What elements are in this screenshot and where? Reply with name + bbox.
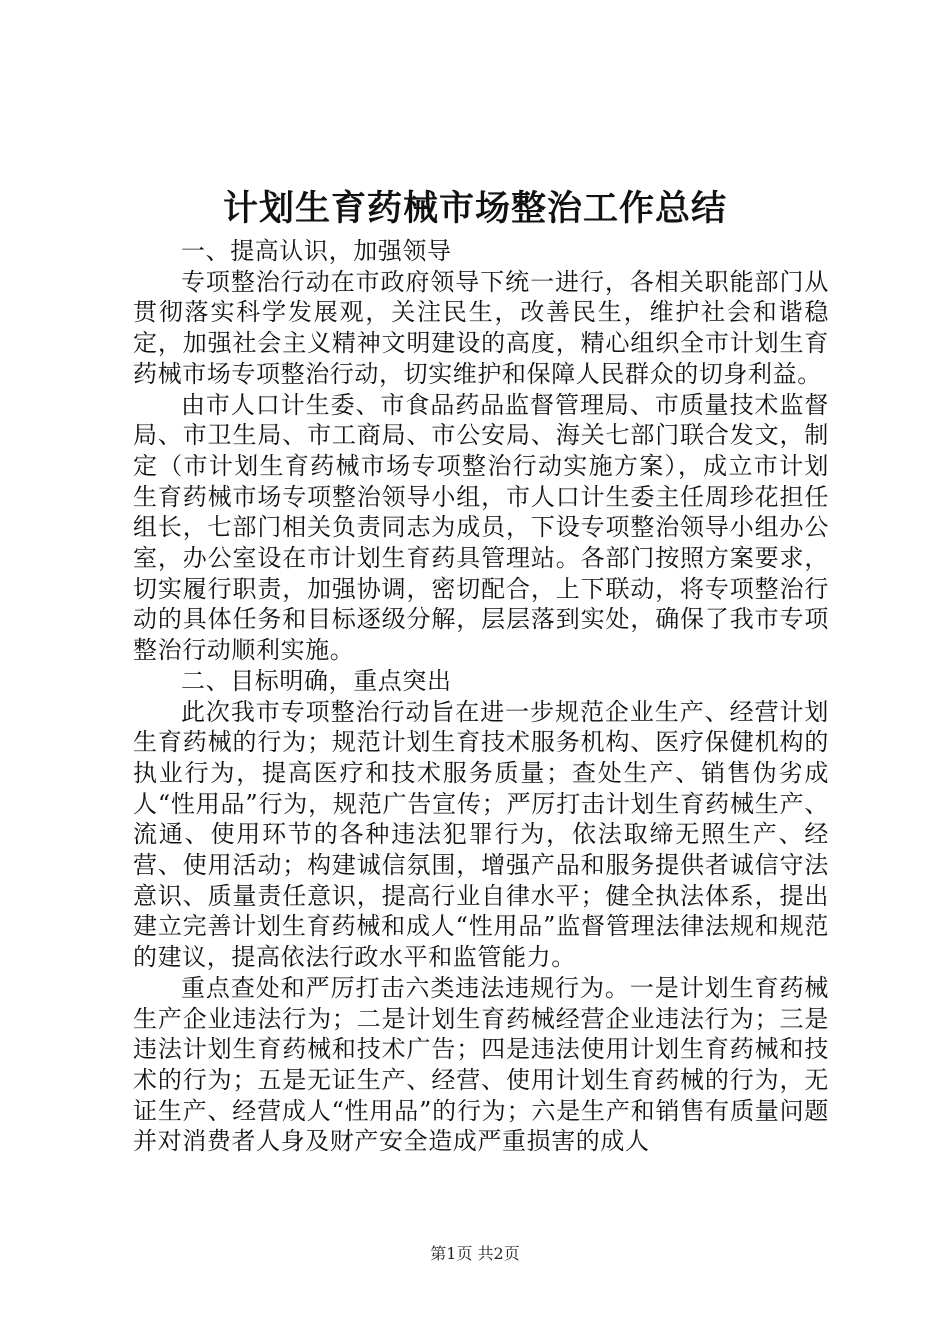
paragraph: 重点查处和严厉打击六类违法违规行为。一是计划生育药械生产企业违法行为；二是计划生育药械经营企业违法行为；三是违法计划生育药械和技术广告；四是违法使用计划生育药械和技术的行为；五是无证生产、经营、使用计划生育药械的行为，无证生产、经营成人“性用品”的行为；六是生产和销售有质量问题并对消费者人身及财产安全造成严重损害的成人 xyxy=(133,973,829,1156)
section-heading: 一、提高认识，加强领导 xyxy=(181,237,452,265)
paragraph: 此次我市专项整治行动旨在进一步规范企业生产、经营计划生育药械的行为；规范计划生育技术服务机构、医疗保健机构的执业行为，提高医疗和技术服务质量；查处生产、销售伪劣成人“性用品”行为，规范广告宣传；严厉打击计划生育药械生产、流通、使用环节的各种违法犯罪行为，依法取缔无照生产、经营、使用活动；构建诚信氛围，增强产品和服务提供者诚信守法意识、质量责任意识，提高行业自律水平；健全执法体系，提出建立完善计划生育药械和成人“性用品”监督管理法律法规和规范的建议，提高依法行政水平和监管能力。 xyxy=(133,697,829,972)
paragraph: 专项整治行动在市政府领导下统一进行，各相关职能部门从贯彻落实科学发展观，关注民生，改善民生，维护社会和谐稳定，加强社会主义精神文明建设的高度，精心组织全市计划生育药械市场专项整治行动，切实维护和保障人民群众的切身利益。 xyxy=(133,267,829,388)
page-footer: 第1页 共2页 xyxy=(430,1244,520,1263)
section-heading: 二、目标明确，重点突出 xyxy=(181,666,452,695)
document-body xyxy=(133,236,829,1157)
paragraph: 由市人口计生委、市食品药品监督管理局、市质量技术监督局、市卫生局、市工商局、市公安局、海关七部门联合发文，制定（市计划生育药械市场专项整治行动实施方案），成立市计划生育药械市场专项整治领导小组，市人口计生委主任周珍花担任组长，七部门相关负责同志为成员，下设专项整治领导小组办公室，办公室设在市计划生育药具管理站。各部门按照方案要求，切实履行职责，加强协调，密切配合，上下联动，将专项整治行动的具体任务和目标逐级分解，层层落到实处，确保了我市专项整治行动顺利实施。 xyxy=(133,390,829,665)
document-title: 计划生育药械市场整治工作总结 xyxy=(222,189,727,229)
